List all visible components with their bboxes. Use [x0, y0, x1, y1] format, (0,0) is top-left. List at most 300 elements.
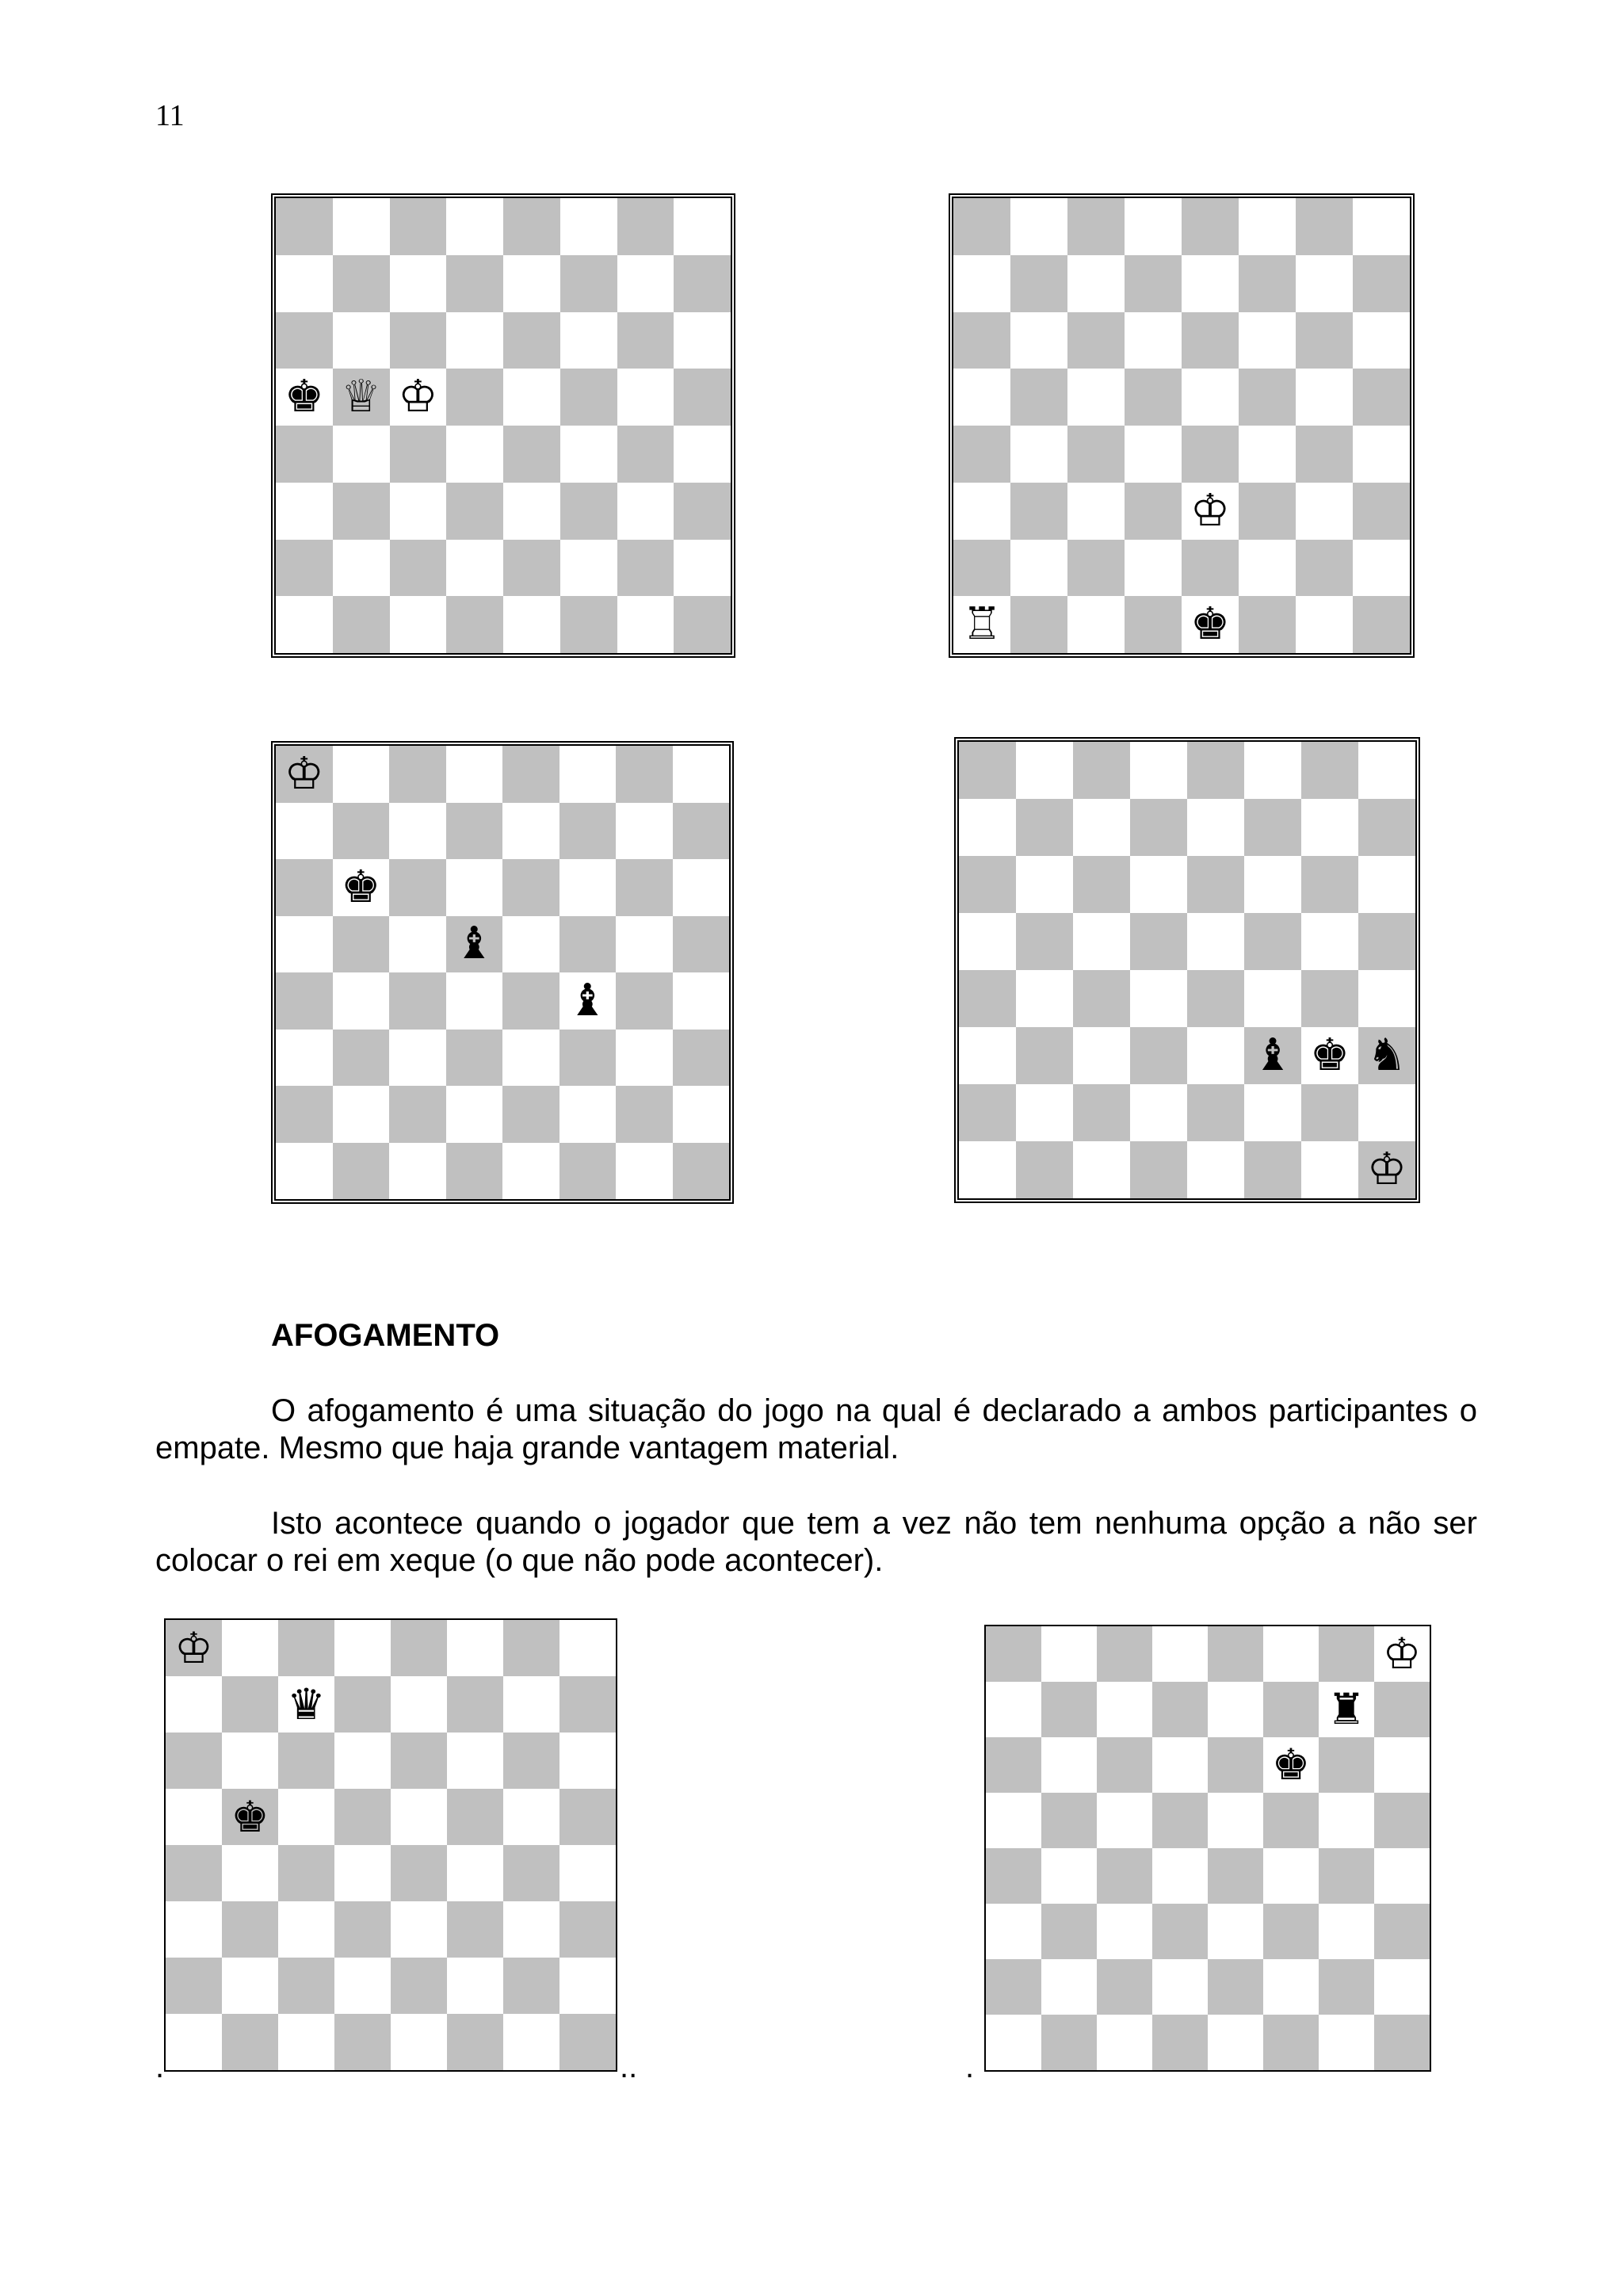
square-a1 [959, 1141, 1016, 1198]
square-b5 [1010, 369, 1067, 426]
square-c6 [1067, 312, 1125, 369]
square-h5 [673, 916, 730, 973]
square-g1 [1296, 596, 1353, 653]
square-a2 [986, 1959, 1041, 2015]
black-rook-icon: ♜ [1327, 1684, 1366, 1734]
square-a7 [166, 1676, 222, 1733]
square-d2 [1125, 540, 1182, 597]
square-g7 [617, 255, 674, 312]
square-e8 [1182, 198, 1239, 255]
square-a4 [276, 972, 333, 1030]
square-e7 [391, 1676, 447, 1733]
square-a3 [166, 1901, 222, 1958]
square-f1 [1263, 2015, 1319, 2070]
square-a8 [986, 1626, 1041, 1682]
square-g8 [1301, 742, 1358, 799]
square-g2 [1319, 1959, 1374, 2015]
square-a6 [953, 312, 1010, 369]
black-king-icon: ♚ [284, 371, 324, 423]
square-a3 [276, 483, 333, 540]
square-f3 [447, 1901, 503, 1958]
square-b6 [333, 859, 390, 916]
square-h4 [674, 426, 731, 483]
square-f4 [559, 972, 617, 1030]
white-king-icon: ♔ [1366, 1144, 1407, 1195]
square-h7 [673, 803, 730, 860]
page-number: 11 [155, 99, 185, 132]
square-e2 [1187, 1084, 1244, 1141]
square-f4 [1239, 426, 1296, 483]
chess-diagram-3 [271, 741, 734, 1204]
square-a1 [276, 1143, 333, 1200]
square-h1 [1374, 2015, 1430, 2070]
square-b1 [333, 596, 390, 653]
square-d3 [446, 1030, 503, 1087]
square-b8 [1016, 742, 1073, 799]
square-c5 [1073, 913, 1130, 970]
square-g2 [616, 1086, 673, 1143]
square-c7 [1097, 1682, 1152, 1737]
square-h1 [674, 596, 731, 653]
square-b2 [1041, 1959, 1097, 2015]
square-c8 [389, 746, 446, 803]
white-king-icon: ♔ [398, 371, 438, 423]
square-a8 [953, 198, 1010, 255]
square-g4 [1319, 1848, 1374, 1904]
square-a6 [276, 312, 333, 369]
square-a6 [166, 1733, 222, 1789]
square-e5 [502, 916, 559, 973]
black-knight-icon: ♞ [1366, 1030, 1407, 1081]
square-c1 [1097, 2015, 1152, 2070]
square-e3 [391, 1901, 447, 1958]
square-d1 [1125, 596, 1182, 653]
square-d6 [446, 859, 503, 916]
square-c2 [278, 1958, 334, 2014]
square-e2 [502, 1086, 559, 1143]
square-e6 [1182, 312, 1239, 369]
square-h6 [559, 1733, 616, 1789]
square-h2 [674, 540, 731, 597]
square-a8 [276, 746, 333, 803]
square-f7 [1263, 1682, 1319, 1737]
square-b5 [1016, 913, 1073, 970]
square-g2 [1301, 1084, 1358, 1141]
square-g4 [1301, 970, 1358, 1027]
white-king-icon: ♔ [174, 1622, 213, 1673]
square-d6 [1130, 856, 1187, 913]
square-b1 [222, 2014, 278, 2070]
square-a5 [276, 369, 333, 426]
square-b3 [333, 483, 390, 540]
square-g8 [616, 746, 673, 803]
square-g8 [1319, 1626, 1374, 1682]
square-g4 [1296, 426, 1353, 483]
square-d8 [446, 746, 503, 803]
square-f1 [1244, 1141, 1301, 1198]
square-f8 [560, 198, 617, 255]
square-c6 [389, 859, 446, 916]
square-e4 [502, 972, 559, 1030]
square-f2 [1263, 1959, 1319, 2015]
square-g6 [1319, 1737, 1374, 1793]
square-f6 [1239, 312, 1296, 369]
square-e6 [1208, 1737, 1263, 1793]
square-h2 [1358, 1084, 1415, 1141]
square-b1 [333, 1143, 390, 1200]
square-g7 [1301, 799, 1358, 856]
square-d8 [1130, 742, 1187, 799]
square-h7 [1353, 255, 1410, 312]
square-b2 [1010, 540, 1067, 597]
square-b3 [333, 1030, 390, 1087]
square-a4 [166, 1845, 222, 1901]
square-h6 [1353, 312, 1410, 369]
square-c3 [1073, 1027, 1130, 1084]
square-g7 [1296, 255, 1353, 312]
square-g5 [503, 1789, 559, 1845]
square-a4 [276, 426, 333, 483]
square-e1 [1187, 1141, 1244, 1198]
square-a7 [959, 799, 1016, 856]
square-c1 [278, 2014, 334, 2070]
square-e3 [1182, 483, 1239, 540]
square-f7 [560, 255, 617, 312]
square-a4 [959, 970, 1016, 1027]
square-d4 [334, 1845, 391, 1901]
square-f8 [1239, 198, 1296, 255]
square-h4 [1374, 1848, 1430, 1904]
square-g6 [1296, 312, 1353, 369]
square-h5 [1358, 913, 1415, 970]
square-h5 [1353, 369, 1410, 426]
square-b6 [1010, 312, 1067, 369]
white-queen-icon: ♕ [341, 371, 381, 423]
square-b4 [222, 1845, 278, 1901]
square-d6 [446, 312, 503, 369]
square-h6 [1358, 856, 1415, 913]
square-b8 [333, 746, 390, 803]
square-h7 [1358, 799, 1415, 856]
square-f5 [1263, 1793, 1319, 1848]
square-f6 [1244, 856, 1301, 913]
square-f4 [447, 1845, 503, 1901]
square-b5 [333, 369, 390, 426]
square-f5 [559, 916, 617, 973]
square-b7 [1041, 1682, 1097, 1737]
black-king-icon: ♚ [341, 861, 381, 913]
square-f6 [1263, 1737, 1319, 1793]
square-h3 [559, 1901, 616, 1958]
square-d7 [446, 803, 503, 860]
square-h7 [674, 255, 731, 312]
square-d8 [1125, 198, 1182, 255]
square-d2 [1152, 1959, 1208, 2015]
square-h3 [673, 1030, 730, 1087]
square-b2 [333, 540, 390, 597]
square-d4 [1125, 426, 1182, 483]
square-d2 [446, 540, 503, 597]
square-b3 [1010, 483, 1067, 540]
square-c5 [1067, 369, 1125, 426]
square-h2 [559, 1958, 616, 2014]
square-b2 [222, 1958, 278, 2014]
square-g6 [616, 859, 673, 916]
square-f1 [559, 1143, 617, 1200]
square-f5 [447, 1789, 503, 1845]
square-d4 [446, 426, 503, 483]
square-a6 [276, 859, 333, 916]
square-c7 [278, 1676, 334, 1733]
square-e7 [503, 255, 560, 312]
square-g2 [1296, 540, 1353, 597]
square-b7 [1010, 255, 1067, 312]
square-a6 [986, 1737, 1041, 1793]
square-g1 [616, 1143, 673, 1200]
square-h3 [1374, 1904, 1430, 1959]
square-c8 [1073, 742, 1130, 799]
trailing-mark: . [155, 2050, 165, 2084]
square-a2 [276, 540, 333, 597]
square-a1 [276, 596, 333, 653]
square-d8 [1152, 1626, 1208, 1682]
square-c7 [389, 803, 446, 860]
square-d2 [446, 1086, 503, 1143]
square-e6 [391, 1733, 447, 1789]
square-e5 [1182, 369, 1239, 426]
square-g2 [617, 540, 674, 597]
square-c1 [1073, 1141, 1130, 1198]
square-e3 [1187, 1027, 1244, 1084]
square-c7 [390, 255, 447, 312]
square-e7 [502, 803, 559, 860]
chess-diagram-stalemate-1 [164, 1618, 617, 2072]
square-a7 [276, 803, 333, 860]
square-a8 [166, 1620, 222, 1676]
square-c8 [390, 198, 447, 255]
square-e8 [1208, 1626, 1263, 1682]
square-f4 [1244, 970, 1301, 1027]
square-d2 [1130, 1084, 1187, 1141]
square-a2 [276, 1086, 333, 1143]
square-b3 [1016, 1027, 1073, 1084]
black-bishop-icon: ♝ [1252, 1030, 1293, 1081]
square-b3 [222, 1901, 278, 1958]
square-g8 [617, 198, 674, 255]
square-a1 [986, 2015, 1041, 2070]
square-f3 [1244, 1027, 1301, 1084]
square-c6 [1097, 1737, 1152, 1793]
square-a3 [276, 1030, 333, 1087]
square-b3 [1041, 1904, 1097, 1959]
square-c8 [278, 1620, 334, 1676]
square-d1 [1152, 2015, 1208, 2070]
square-d6 [1125, 312, 1182, 369]
square-e5 [1187, 913, 1244, 970]
square-g5 [1296, 369, 1353, 426]
chess-diagram-1 [271, 193, 735, 658]
square-g3 [1319, 1904, 1374, 1959]
square-a5 [959, 913, 1016, 970]
paragraph-definition: O afogamento é uma situação do jogo na qual é declarado a ambos participantes o empate. Mesmo que haja grande vantagem material. [155, 1393, 1477, 1465]
square-f6 [559, 859, 617, 916]
square-d1 [334, 2014, 391, 2070]
square-f5 [1244, 913, 1301, 970]
square-f6 [447, 1733, 503, 1789]
square-e4 [1182, 426, 1239, 483]
square-a3 [953, 483, 1010, 540]
square-h8 [674, 198, 731, 255]
square-a7 [986, 1682, 1041, 1737]
square-h5 [674, 369, 731, 426]
square-d7 [1152, 1682, 1208, 1737]
square-c7 [1067, 255, 1125, 312]
square-f1 [1239, 596, 1296, 653]
square-e1 [1182, 596, 1239, 653]
square-e1 [503, 596, 560, 653]
square-h2 [1374, 1959, 1430, 2015]
square-c2 [1097, 1959, 1152, 2015]
square-f3 [560, 483, 617, 540]
square-c2 [1073, 1084, 1130, 1141]
square-h5 [559, 1789, 616, 1845]
square-f2 [447, 1958, 503, 2014]
square-g8 [503, 1620, 559, 1676]
square-a2 [953, 540, 1010, 597]
square-e1 [1208, 2015, 1263, 2070]
square-c3 [1067, 483, 1125, 540]
square-h8 [1358, 742, 1415, 799]
square-c5 [1097, 1793, 1152, 1848]
square-a7 [953, 255, 1010, 312]
square-g3 [616, 1030, 673, 1087]
square-a8 [276, 198, 333, 255]
square-f2 [560, 540, 617, 597]
square-e8 [502, 746, 559, 803]
square-d8 [334, 1620, 391, 1676]
square-g4 [616, 972, 673, 1030]
square-g1 [617, 596, 674, 653]
square-b7 [222, 1676, 278, 1733]
square-f7 [559, 803, 617, 860]
trailing-mark: . [965, 2050, 975, 2084]
square-e4 [1208, 1848, 1263, 1904]
square-d3 [334, 1901, 391, 1958]
square-b1 [1041, 2015, 1097, 2070]
black-king-icon: ♚ [231, 1791, 269, 1842]
square-c5 [390, 369, 447, 426]
square-c3 [1097, 1904, 1152, 1959]
square-b8 [1041, 1626, 1097, 1682]
square-c4 [1073, 970, 1130, 1027]
square-h6 [673, 859, 730, 916]
square-g4 [617, 426, 674, 483]
square-c5 [278, 1789, 334, 1845]
chess-diagram-stalemate-2 [984, 1625, 1431, 2072]
square-f8 [559, 746, 617, 803]
square-d1 [1130, 1141, 1187, 1198]
square-b8 [333, 198, 390, 255]
square-d1 [446, 596, 503, 653]
square-g5 [616, 916, 673, 973]
square-a1 [166, 2014, 222, 2070]
square-f1 [560, 596, 617, 653]
square-d7 [446, 255, 503, 312]
square-c8 [1097, 1626, 1152, 1682]
square-f3 [1239, 483, 1296, 540]
square-b1 [1010, 596, 1067, 653]
square-h7 [559, 1676, 616, 1733]
square-d7 [1130, 799, 1187, 856]
square-e4 [391, 1845, 447, 1901]
square-e3 [1208, 1904, 1263, 1959]
square-e1 [502, 1143, 559, 1200]
square-b6 [222, 1733, 278, 1789]
square-g6 [503, 1733, 559, 1789]
square-f5 [1239, 369, 1296, 426]
square-c2 [1067, 540, 1125, 597]
square-g3 [617, 483, 674, 540]
square-g7 [1319, 1682, 1374, 1737]
square-f1 [447, 2014, 503, 2070]
square-h7 [1374, 1682, 1430, 1737]
square-c4 [1067, 426, 1125, 483]
square-h3 [1353, 483, 1410, 540]
square-d5 [446, 369, 503, 426]
white-rook-icon: ♖ [961, 598, 1002, 651]
square-h6 [1374, 1737, 1430, 1793]
square-h5 [1374, 1793, 1430, 1848]
square-h1 [673, 1143, 730, 1200]
square-d4 [1152, 1848, 1208, 1904]
square-f4 [1263, 1848, 1319, 1904]
square-c2 [390, 540, 447, 597]
square-a5 [166, 1789, 222, 1845]
black-king-icon: ♚ [1190, 598, 1231, 651]
square-c3 [278, 1901, 334, 1958]
square-g2 [503, 1958, 559, 2014]
square-e8 [503, 198, 560, 255]
square-c1 [390, 596, 447, 653]
square-a5 [953, 369, 1010, 426]
square-a2 [959, 1084, 1016, 1141]
square-h4 [559, 1845, 616, 1901]
square-d3 [1125, 483, 1182, 540]
square-d3 [446, 483, 503, 540]
square-d4 [446, 972, 503, 1030]
square-c3 [390, 483, 447, 540]
square-e6 [1187, 856, 1244, 913]
square-d6 [334, 1733, 391, 1789]
chess-diagram-4 [954, 737, 1420, 1203]
trailing-mark: .. [620, 2050, 638, 2084]
square-h6 [674, 312, 731, 369]
square-b4 [333, 426, 390, 483]
square-h2 [1353, 540, 1410, 597]
black-bishop-icon: ♝ [567, 974, 608, 1026]
square-h3 [1358, 1027, 1415, 1084]
square-e2 [1208, 1959, 1263, 2015]
square-b4 [1041, 1848, 1097, 1904]
square-e2 [503, 540, 560, 597]
square-a5 [276, 916, 333, 973]
square-a3 [959, 1027, 1016, 1084]
square-b7 [333, 803, 390, 860]
square-b4 [1016, 970, 1073, 1027]
square-a4 [953, 426, 1010, 483]
square-f2 [1239, 540, 1296, 597]
square-d7 [334, 1676, 391, 1733]
